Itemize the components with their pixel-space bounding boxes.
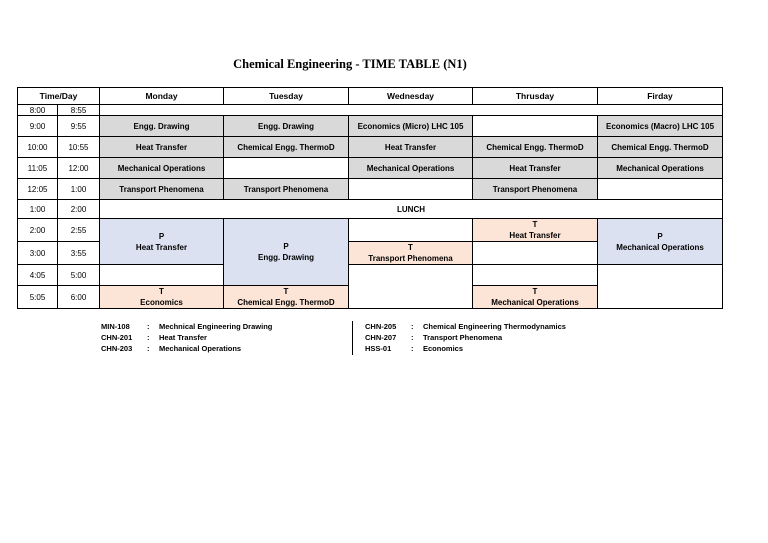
practical-cell xyxy=(598,219,723,265)
time-start: 12:05 xyxy=(18,179,58,200)
class-cell: Engg. Drawing xyxy=(224,116,349,137)
class-cell: Transport Phenomena xyxy=(473,179,598,200)
class-cell: Mechanical Operations xyxy=(349,158,473,179)
empty-slot xyxy=(349,219,473,242)
row-800 xyxy=(18,105,723,116)
tutorial-cell xyxy=(473,286,598,309)
empty-slot xyxy=(473,242,598,265)
session-subject: Heat Transfer xyxy=(135,242,188,252)
empty-slot xyxy=(598,179,723,200)
class-cell: Mechanical Operations xyxy=(598,158,723,179)
empty-slot xyxy=(473,265,598,286)
legend-item xyxy=(365,321,566,332)
legend-item xyxy=(365,343,566,354)
practical-cell xyxy=(100,219,224,265)
time-end: 2:55 xyxy=(58,219,100,242)
time-end: 2:00 xyxy=(58,200,100,219)
row-900 xyxy=(18,116,723,137)
class-cell: Economics (Macro) LHC 105 xyxy=(598,116,723,137)
class-cell: Economics (Micro) LHC 105 xyxy=(349,116,473,137)
legend-item xyxy=(101,321,272,332)
session-subject: Heat Transfer xyxy=(509,231,561,240)
legend-divider xyxy=(352,321,353,355)
class-cell: Heat Transfer xyxy=(473,158,598,179)
legend-separator: : xyxy=(147,322,150,331)
class-cell: Engg. Drawing xyxy=(100,116,224,137)
session-type: T xyxy=(159,287,164,296)
day-header-monday: Monday xyxy=(100,88,224,105)
row-200 xyxy=(18,219,723,242)
time-start: 11:05 xyxy=(18,158,58,179)
time-start: 9:00 xyxy=(18,116,58,137)
day-header-tuesday: Tuesday xyxy=(224,88,349,105)
header-row xyxy=(18,88,723,105)
empty-slot xyxy=(100,105,723,116)
row-1000 xyxy=(18,137,723,158)
course-code: CHN-207 xyxy=(365,333,397,342)
tutorial-cell xyxy=(349,242,473,265)
session-subject: Mechanical Operations xyxy=(491,298,579,307)
session-subject: Mechanical Operations xyxy=(616,242,704,252)
course-code: HSS-01 xyxy=(365,344,392,353)
time-end: 8:55 xyxy=(58,105,100,116)
row-1205 xyxy=(18,179,723,200)
course-code: CHN-203 xyxy=(101,344,133,353)
time-start: 8:00 xyxy=(18,105,58,116)
empty-slot xyxy=(598,265,723,309)
lunch-cell: LUNCH xyxy=(100,200,723,219)
time-end: 3:55 xyxy=(58,242,100,265)
course-code: MIN-108 xyxy=(101,322,130,331)
legend-separator: : xyxy=(147,344,150,353)
session-subject: Engg. Drawing xyxy=(258,253,314,262)
legend-item xyxy=(365,332,566,343)
session-type: P xyxy=(283,242,289,251)
legend-separator: : xyxy=(411,333,414,342)
session-subject: Chemical Engg. ThermoD xyxy=(237,298,335,307)
course-name: Economics xyxy=(423,344,464,353)
row-lunch xyxy=(18,200,723,219)
session-subject: Economics xyxy=(140,298,183,307)
course-legend-left xyxy=(101,321,272,354)
time-end: 6:00 xyxy=(58,286,100,309)
tutorial-cell xyxy=(100,286,224,309)
legend-item xyxy=(101,332,272,343)
time-start: 3:00 xyxy=(18,242,58,265)
course-name: Chemical Engineering Thermodynamics xyxy=(423,322,566,331)
class-cell: Transport Phenomena xyxy=(224,179,349,200)
time-end: 9:55 xyxy=(58,116,100,137)
course-code: CHN-205 xyxy=(365,322,397,331)
legend-separator: : xyxy=(411,322,414,331)
time-start: 4:05 xyxy=(18,265,58,286)
row-1105 xyxy=(18,158,723,179)
row-405 xyxy=(18,265,723,286)
day-header-friday: Firday xyxy=(598,88,723,105)
tutorial-cell xyxy=(473,219,598,242)
practical-cell xyxy=(224,219,349,286)
time-day-header: Time/Day xyxy=(18,88,100,105)
day-header-wednesday: Wednesday xyxy=(349,88,473,105)
course-legend-right xyxy=(365,321,566,354)
class-cell: Chemical Engg. ThermoD xyxy=(473,137,598,158)
session-type: T xyxy=(532,287,538,296)
time-start: 5:05 xyxy=(18,286,58,309)
empty-slot xyxy=(224,158,349,179)
class-cell: Mechanical Operations xyxy=(100,158,224,179)
session-subject: Transport Phenomena xyxy=(368,254,453,263)
session-type: T xyxy=(283,287,289,296)
course-name: Transport Phenomena xyxy=(423,333,503,342)
course-name: Mechnical Engineering Drawing xyxy=(159,322,273,331)
page-title: Chemical Engineering - TIME TABLE (N1) xyxy=(233,57,467,71)
course-name: Mechanical Operations xyxy=(159,344,242,353)
day-header-thursday: Thrusday xyxy=(473,88,598,105)
time-end: 10:55 xyxy=(58,137,100,158)
empty-slot xyxy=(473,116,598,137)
course-code: CHN-201 xyxy=(101,333,133,342)
class-cell: Chemical Engg. ThermoD xyxy=(224,137,349,158)
empty-slot xyxy=(100,265,224,286)
time-end: 12:00 xyxy=(58,158,100,179)
legend-separator: : xyxy=(411,344,414,353)
class-cell: Heat Transfer xyxy=(349,137,473,158)
tutorial-cell xyxy=(224,286,349,309)
time-start: 1:00 xyxy=(18,200,58,219)
course-name: Heat Transfer xyxy=(159,333,207,342)
time-start: 2:00 xyxy=(18,219,58,242)
session-type: P xyxy=(657,231,663,241)
time-end: 5:00 xyxy=(58,265,100,286)
session-type: P xyxy=(158,231,165,241)
class-cell: Chemical Engg. ThermoD xyxy=(598,137,723,158)
empty-slot xyxy=(349,265,473,309)
time-start: 10:00 xyxy=(18,137,58,158)
class-cell: Heat Transfer xyxy=(100,137,224,158)
empty-slot xyxy=(349,179,473,200)
class-cell: Transport Phenomena xyxy=(100,179,224,200)
session-type: T xyxy=(532,220,538,229)
legend-item xyxy=(101,343,272,354)
session-type: T xyxy=(408,243,413,252)
timetable xyxy=(17,87,723,309)
legend-separator: : xyxy=(147,333,150,342)
time-end: 1:00 xyxy=(58,179,100,200)
